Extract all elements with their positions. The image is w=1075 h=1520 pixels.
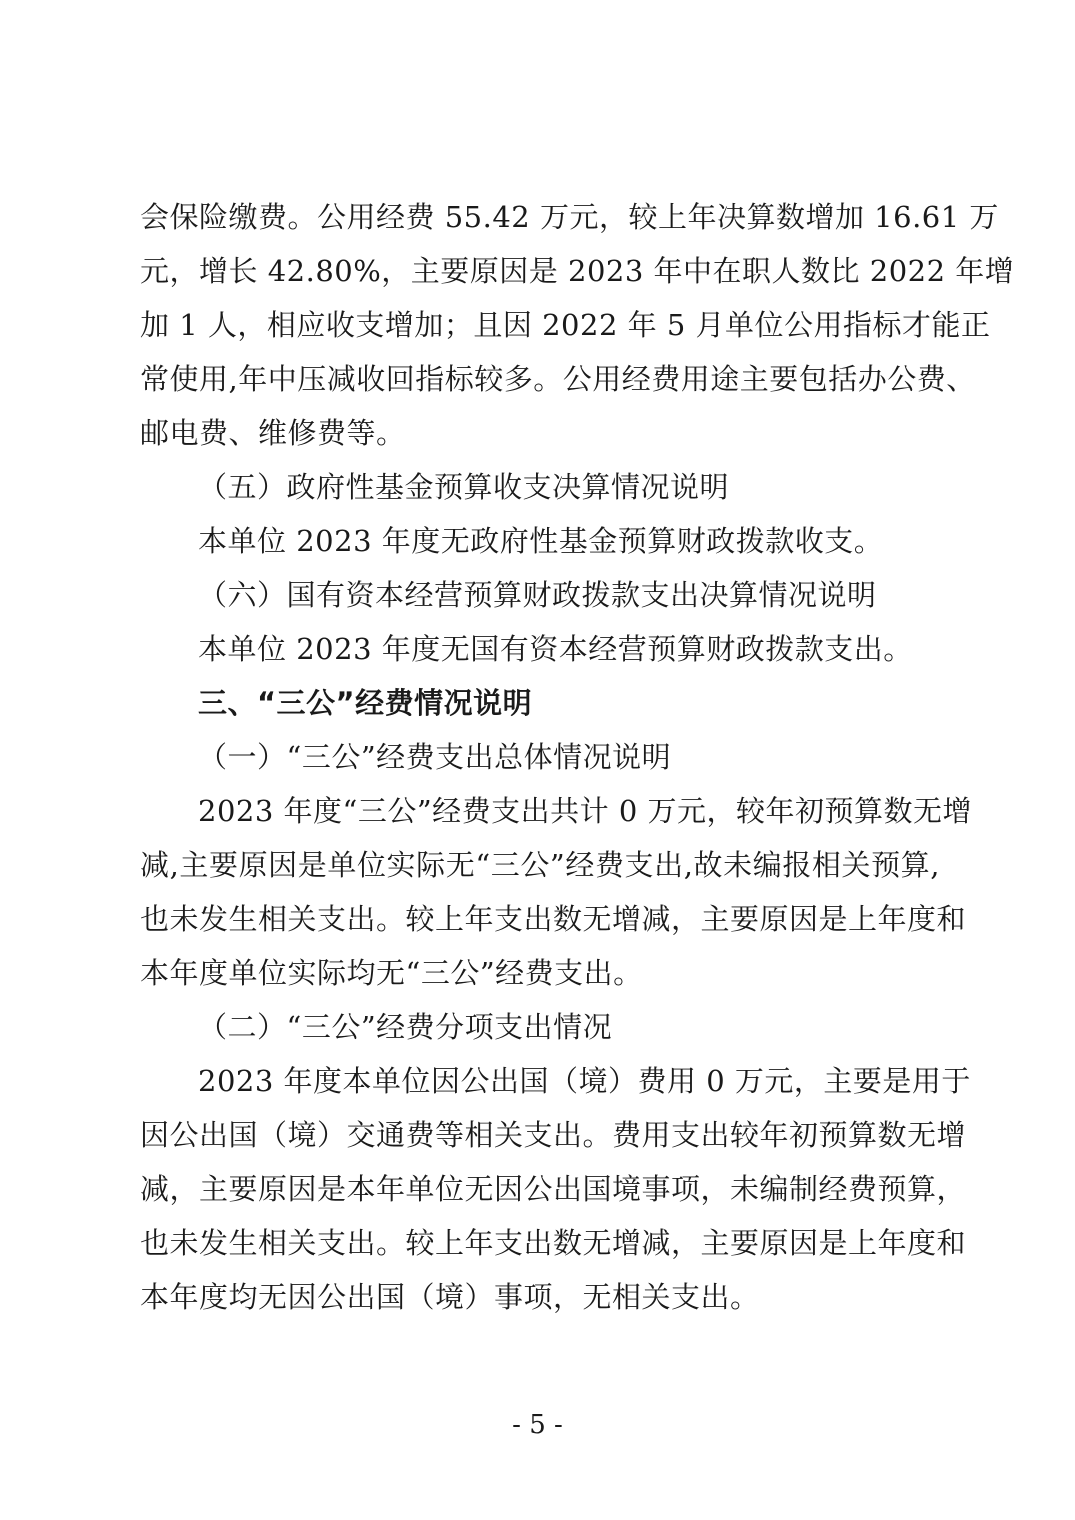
text-line: 会保险缴费。公用经费 55.42 万元，较上年决算数增加 16.61 万 — [140, 200, 999, 234]
text-line: 常使用,年中压减收回指标较多。公用经费用途主要包括办公费、 — [140, 362, 976, 396]
section-heading-state-capital: （六）国有资本经营预算财政拨款支出决算情况说明 — [198, 578, 877, 612]
text-line: 元，增长 42.80%，主要原因是 2023 年中在职人数比 2022 年增 — [140, 254, 1015, 288]
document-body — [140, 190, 1015, 1324]
text-line: 也未发生相关支出。较上年支出数无增减，主要原因是上年度和 — [140, 902, 967, 936]
text-line: 本年度均无因公出国（境）事项，无相关支出。 — [140, 1280, 760, 1314]
paragraph-overall — [140, 784, 973, 1000]
page-number: - 5 - — [512, 1410, 563, 1440]
subsection-heading-overall: （一）“三公”经费支出总体情况说明 — [198, 740, 672, 774]
text-line: 因公出国（境）交通费等相关支出。费用支出较年初预算数无增 — [140, 1118, 967, 1152]
section-text-state-capital: 本单位 2023 年度无国有资本经营预算财政拨款支出。 — [198, 632, 913, 666]
text-line: 2023 年度本单位因公出国（境）费用 0 万元，主要是用于 — [198, 1064, 971, 1098]
text-line: 加 1 人，相应收支增加；且因 2022 年 5 月单位公用指标才能正 — [140, 308, 991, 342]
paragraph-itemized — [140, 1054, 971, 1324]
text-line: 邮电费、维修费等。 — [140, 416, 406, 450]
text-line: 也未发生相关支出。较上年支出数无增减，主要原因是上年度和 — [140, 1226, 967, 1260]
text-line: 2023 年度“三公”经费支出共计 0 万元，较年初预算数无增 — [198, 794, 973, 828]
part-heading-three-public: 三、“三公”经费情况说明 — [198, 686, 533, 720]
section-heading-government-fund: （五）政府性基金预算收支决算情况说明 — [198, 470, 730, 504]
text-line: 减，主要原因是本年单位无因公出国境事项，未编制经费预算， — [140, 1172, 967, 1206]
section-text-government-fund: 本单位 2023 年度无政府性基金预算财政拨款收支。 — [198, 524, 884, 558]
text-line: 本年度单位实际均无“三公”经费支出。 — [140, 956, 643, 990]
subsection-heading-itemized: （二）“三公”经费分项支出情况 — [198, 1010, 613, 1044]
paragraph-public-funds — [140, 190, 1015, 460]
text-line: 减,主要原因是单位实际无“三公”经费支出,故未编报相关预算, — [140, 848, 940, 882]
